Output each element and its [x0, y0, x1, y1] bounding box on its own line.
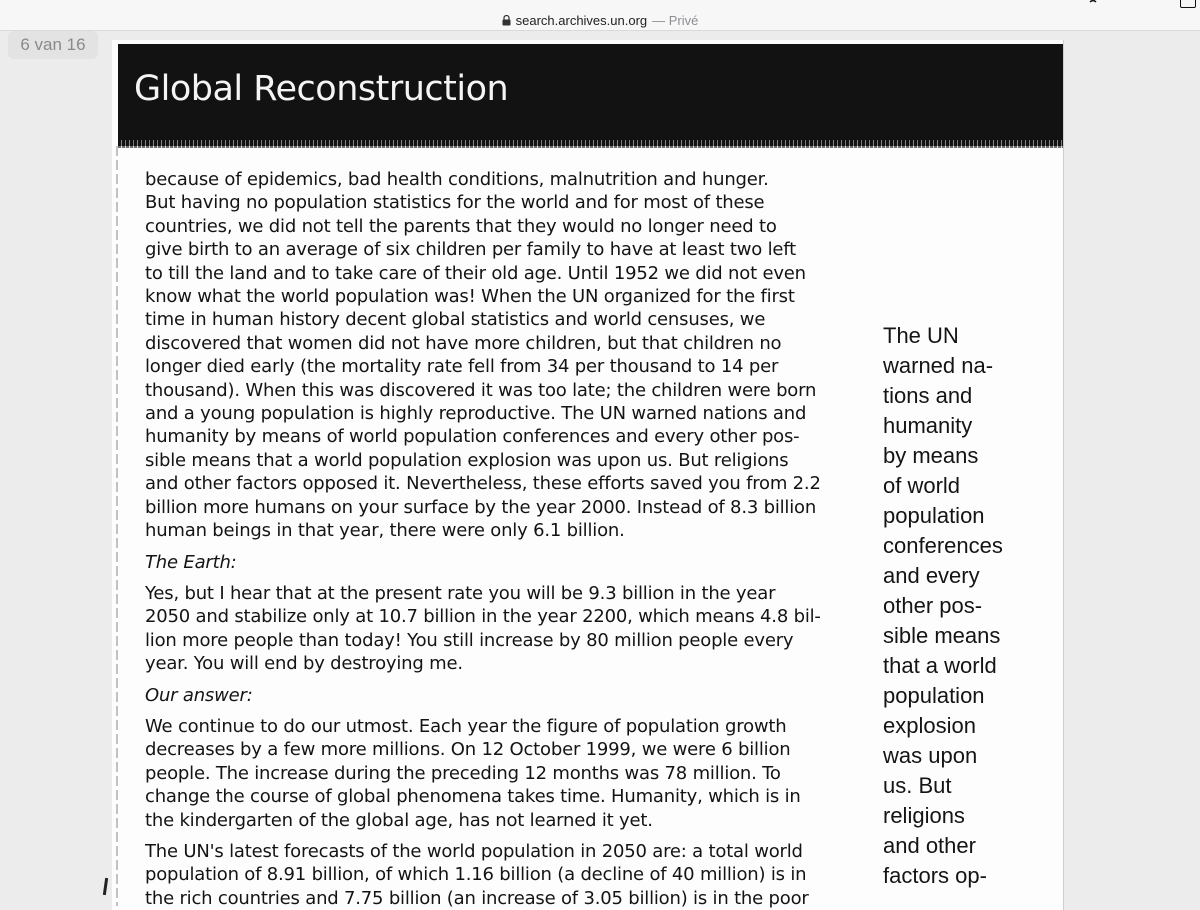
sidebar-line: population — [883, 683, 985, 708]
body-line: thousand). When this was discovered it was too late; the children were born — [145, 379, 817, 401]
sidebar-line: was upon — [883, 743, 978, 768]
earth-line: year. You will end by destroying me. — [145, 653, 463, 675]
page-header-bar — [118, 44, 1063, 146]
body-line: billion more humans on your surface by the year 2000. Instead of 8.3 billion — [145, 496, 817, 518]
answer-line: change the course of global phenomena takes time. Humanity, which is in — [145, 786, 801, 808]
forecast-paragraph — [145, 840, 865, 910]
document-page — [112, 40, 1064, 910]
forecast-line: the rich countries and 7.75 billion (an increase of 3.05 billion) is in the poor — [145, 887, 809, 909]
sidebar-line: and other — [883, 833, 976, 858]
page-counter: 6 van 16 — [8, 31, 98, 59]
sidebar-line: by means — [883, 443, 979, 468]
body-line: know what the world population was! When the UN organized for the first — [145, 286, 795, 308]
body-line: and a young population is highly reproductive. The UN warned nations and — [145, 403, 807, 425]
sidebar-line: of world — [883, 473, 961, 498]
speaker-earth: The Earth: — [145, 551, 237, 573]
battery-icon — [1180, 0, 1196, 8]
page-header-title: Global Reconstruction — [134, 69, 509, 109]
body-line: sible means that a world population explosion was upon us. But religions — [145, 449, 789, 471]
forecast-line: The UN's latest forecasts of the world population in 2050 are: a total world — [145, 840, 803, 862]
sidebar-line: that a world — [883, 653, 997, 678]
sidebar-line: other pos- — [883, 593, 983, 618]
body-text — [145, 168, 865, 910]
sidebar-line: conferences — [883, 533, 1003, 558]
speaker-answer: Our answer: — [145, 684, 253, 706]
earth-paragraph — [145, 582, 865, 676]
url-text: search.archives.un.org — [515, 12, 648, 28]
body-line: because of epidemics, bad health conditions, malnutrition and hunger. — [145, 169, 769, 190]
sidebar-pull-quote — [883, 321, 1043, 891]
body-line: time in human history decent global statistics and world censuses, we — [145, 309, 766, 331]
sidebar-line: explosion — [883, 713, 976, 738]
body-line: But having no population statistics for the world and for most of these — [145, 192, 765, 214]
paragraph-block — [145, 168, 865, 543]
private-label: — Privé — [652, 12, 699, 28]
answer-paragraph — [145, 715, 865, 832]
sidebar-line: humanity — [883, 413, 973, 438]
header-scan-noise — [118, 140, 1063, 148]
earth-line: Yes, but I hear that at the present rate you will be 9.3 billion in the year — [145, 582, 776, 604]
body-line: discovered that women did not have more children, but that children no — [145, 332, 782, 354]
body-line: give birth to an average of six children per family to have at least two left — [145, 239, 796, 261]
sidebar-line: sible means — [883, 623, 1001, 648]
body-line: humanity by means of world population conferences and every other pos- — [145, 426, 800, 448]
sidebar-line: population — [883, 503, 985, 528]
body-line: longer died early (the mortality rate fell from 34 per thousand to 14 per — [145, 356, 779, 378]
address-bar[interactable] — [0, 10, 1200, 31]
sidebar-line: and every — [883, 563, 980, 588]
sidebar-line: warned na- — [883, 353, 994, 378]
answer-line: the kindergarten of the global age, has not learned it yet. — [145, 809, 653, 831]
body-line: countries, we did not tell the parents that they would no longer need to — [145, 215, 777, 237]
forecast-line: population of 8.91 billion, of which 1.16 billion (a decline of 40 million) is in — [145, 864, 807, 886]
sidebar-line: religions — [883, 803, 965, 828]
sidebar-line: us. But — [883, 773, 952, 798]
answer-line: people. The increase during the preceding 12 months was 78 million. To — [145, 762, 781, 784]
answer-line: decreases by a few more millions. On 12 October 1999, we were 6 billion — [145, 739, 791, 761]
body-line: human beings in that year, there were only 6.1 billion. — [145, 520, 625, 542]
lock-icon — [502, 15, 511, 26]
body-line: and other factors opposed it. Nevertheless, these efforts saved you from 2.2 — [145, 473, 821, 495]
body-line: to till the land and to take care of their old age. Until 1952 we did not even — [145, 262, 806, 284]
status-bar — [0, 0, 1200, 10]
earth-line: lion more people than today! You still increase by 80 million people every — [145, 629, 794, 651]
answer-line: We continue to do our utmost. Each year the figure of population growth — [145, 715, 787, 737]
sidebar-line: tions and — [883, 383, 973, 408]
margin-line — [116, 146, 118, 906]
sidebar-line: The UN — [883, 323, 959, 348]
wifi-icon — [1086, 0, 1100, 6]
sidebar-line: factors op- — [883, 863, 987, 888]
earth-line: 2050 and stabilize only at 10.7 billion in the year 2200, which means 4.8 bil- — [145, 606, 821, 628]
